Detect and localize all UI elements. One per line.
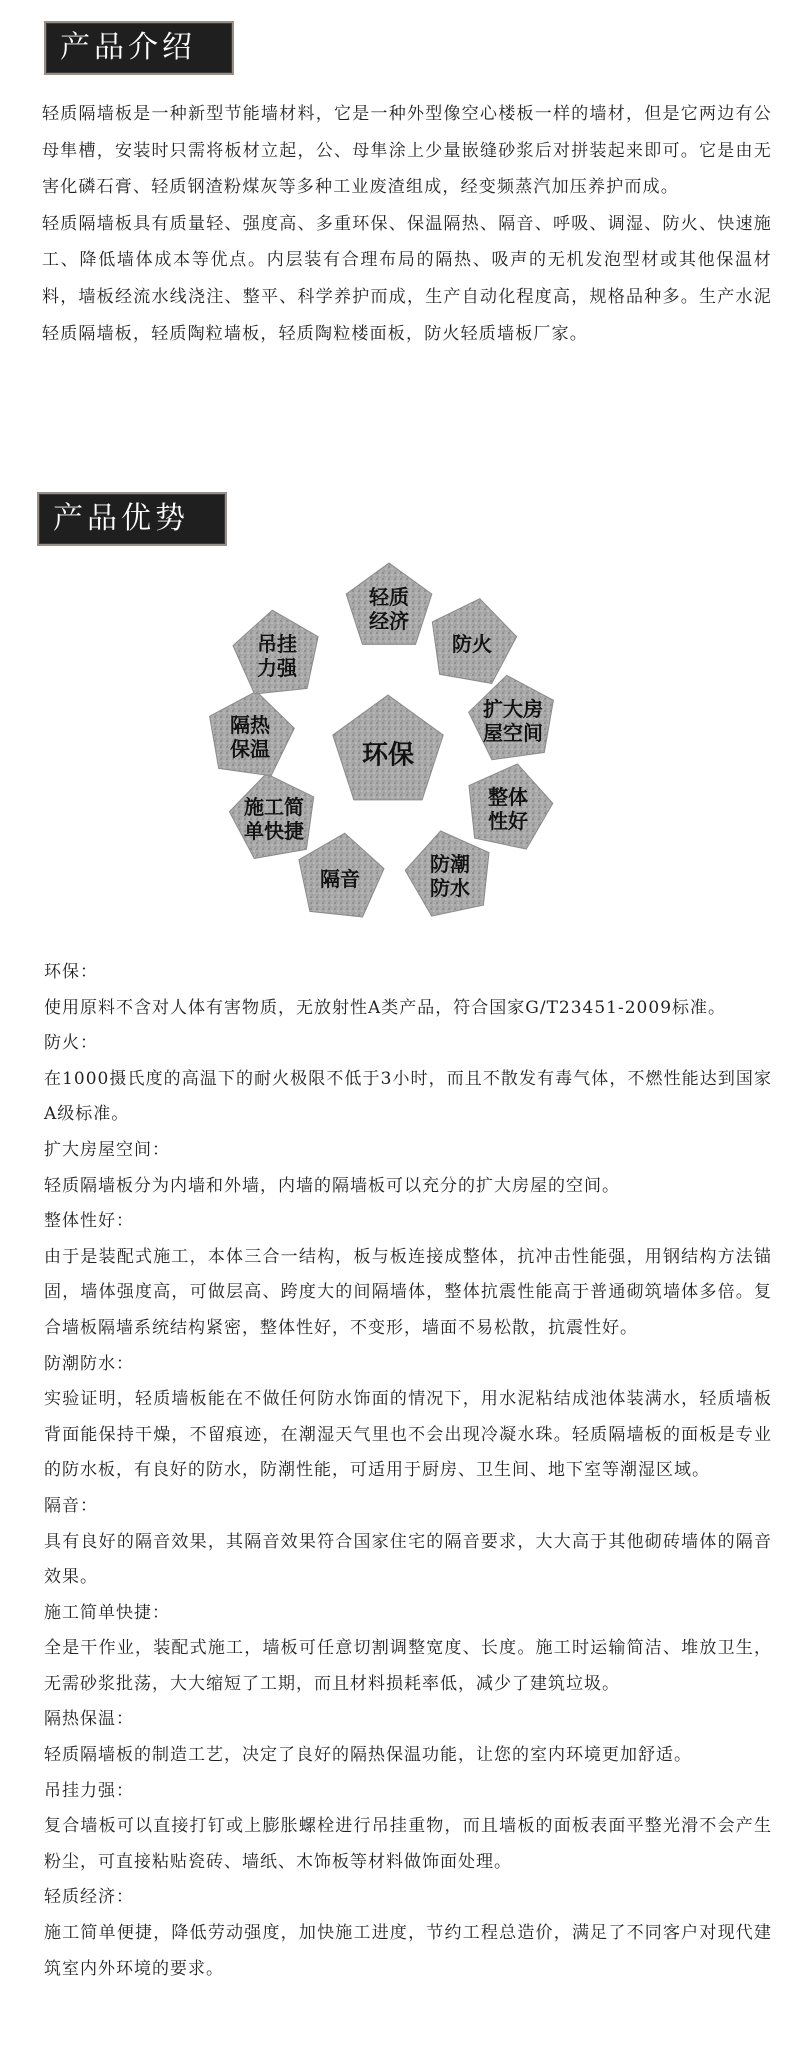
advantage-node-2-label: 防火 [452, 632, 492, 656]
detail-text: 实验证明，轻质墙板能在不做任何防水饰面的情况下，用水泥粘结成池体装满水，轻质墙板背面能保持干燥，不留痕迹，在潮湿天气里也不会出现冷凝水珠。轻质隔墙板的面板是专业的防水板，有良好的防水，防潮性能，可适用于厨房、卫生间、地下室等潮湿区域。 [44, 1389, 772, 1481]
center-node-shape-group-label: 环保 [361, 740, 415, 771]
detail-label: 施工简单快捷： [44, 1602, 170, 1623]
advantage-node-5-label: 防潮 [430, 852, 470, 876]
advantage-node-8 [210, 691, 295, 775]
detail-label: 防潮防水： [44, 1353, 134, 1374]
advantage-node-6-label: 隔音 [320, 867, 360, 891]
detail-label: 轻质经济： [44, 1887, 134, 1908]
detail-text: 轻质隔墙板分为内墙和外墙，内墙的隔墙板可以充分的扩大房屋的空间。 [44, 1175, 620, 1196]
advantages-diagram [190, 548, 590, 933]
detail-label: 整体性好： [44, 1211, 134, 1232]
advantage-node-1-label: 轻质 [369, 585, 409, 609]
advantage-node-3 [469, 675, 554, 759]
advantage-node-6 [299, 833, 384, 917]
advantage-node-3-label: 屋空间 [483, 721, 543, 745]
advantage-node-9 [233, 610, 318, 694]
advantage-node-7-label: 施工简 [244, 795, 304, 819]
intro-paragraph-2: 轻质隔墙板具有质量轻、强度高、多重环保、保温隔热、隔音、呼吸、调湿、防火、快速施工、降低墙体成本等优点。内层装有合理布局的隔热、吸声的无机发泡型材或其他保温材料，墙板经流水线浇注、整平、科学养护而成，生产自动化程度高，规格品种多。生产水泥轻质隔墙板，轻质陶粒墙板，轻质陶粒楼面板，防火轻质墙板厂家。 [42, 213, 772, 344]
advantage-node-8-label: 保温 [230, 737, 270, 761]
detail-label: 吊挂力强： [44, 1780, 134, 1801]
advantage-node-5-label: 防水 [430, 876, 470, 900]
center-node [333, 695, 443, 800]
advantages-section-title: 产品优势 [53, 501, 189, 536]
detail-text: 在1000摄氏度的高温下的耐火极限不低于3小时，而且不散发有毒气体，不燃性能达到国家A级标准。 [44, 1068, 772, 1125]
detail-label: 隔音： [44, 1495, 98, 1516]
intro-section-banner [44, 21, 234, 75]
advantages-section-banner [37, 492, 227, 546]
advantage-node-9-label: 吊挂 [257, 632, 297, 656]
advantages-details [44, 955, 772, 1987]
advantage-node-9-label: 力强 [257, 656, 297, 680]
advantage-node-4-label: 性好 [488, 809, 528, 833]
advantage-node-5 [405, 831, 489, 916]
detail-label: 扩大房屋空间： [44, 1139, 170, 1160]
intro-text [42, 96, 772, 352]
detail-text: 具有良好的隔音效果，其隔音效果符合国家住宅的隔音要求，大大高于其他砌砖墙体的隔音效果。 [44, 1531, 772, 1588]
detail-text: 施工简单便捷，降低劳动强度，加快施工进度，节约工程总造价，满足了不同客户对现代建筑室内外环境的要求。 [44, 1923, 772, 1979]
intro-paragraph-1: 轻质隔墙板是一种新型节能墙材料，它是一种外型像空心楼板一样的墙材，但是它两边有公母隼槽，安装时只需将板材立起，公、母隼涂上少量嵌缝砂浆后对拼装起来即可。它是由无害化磷石膏、轻质钢渣粉煤灰等多种工业废渣组成，经变频蒸汽加压养护而成。 [42, 104, 772, 198]
advantage-node-1 [346, 563, 432, 644]
detail-text: 使用原料不含对人体有害物质，无放射性A类产品，符合国家G/T23451-2009标准。 [44, 997, 727, 1018]
intro-section-title: 产品介绍 [60, 30, 196, 65]
detail-text: 全是干作业，装配式施工，墙板可任意切割调整宽度、长度。施工时运输简洁、堆放卫生，无需砂浆批荡，大大缩短了工期，而且材料损耗率低，减少了建筑垃圾。 [44, 1638, 772, 1694]
center-node-shape-group [333, 695, 443, 800]
advantage-node-7 [229, 774, 313, 859]
advantage-node-1-label: 经济 [369, 609, 409, 633]
detail-label: 环保： [44, 962, 98, 982]
detail-text: 轻质隔墙板的制造工艺，决定了良好的隔热保温功能，让您的室内环境更加舒适。 [44, 1745, 692, 1766]
advantage-node-2 [432, 599, 516, 684]
detail-text: 复合墙板可以直接打钉或上膨胀螺栓进行吊挂重物，而且墙板的面板表面平整光滑不会产生粉尘，可直接粘贴瓷砖、墙纸、木饰板等材料做饰面处理。 [44, 1816, 772, 1872]
advantage-node-7-label: 单快捷 [244, 819, 304, 843]
detail-label: 隔热保温： [44, 1709, 134, 1730]
advantage-node-3-label: 扩大房 [483, 697, 543, 721]
advantage-node-8-label: 隔热 [230, 713, 270, 737]
advantage-node-4 [469, 764, 553, 849]
detail-text: 由于是装配式施工，本体三合一结构，板与板连接成整体，抗冲击性能强，用钢结构方法锚固，墙体强度高，可做层高、跨度大的间隔墙体，整体抗震性能高于普通砌筑墙体多倍。复合墙板隔墙系统结构紧密，整体性好，不变形，墙面不易松散，抗震性好。 [44, 1246, 772, 1338]
detail-label: 防火： [44, 1033, 98, 1054]
advantage-node-4-label: 整体 [488, 785, 528, 809]
